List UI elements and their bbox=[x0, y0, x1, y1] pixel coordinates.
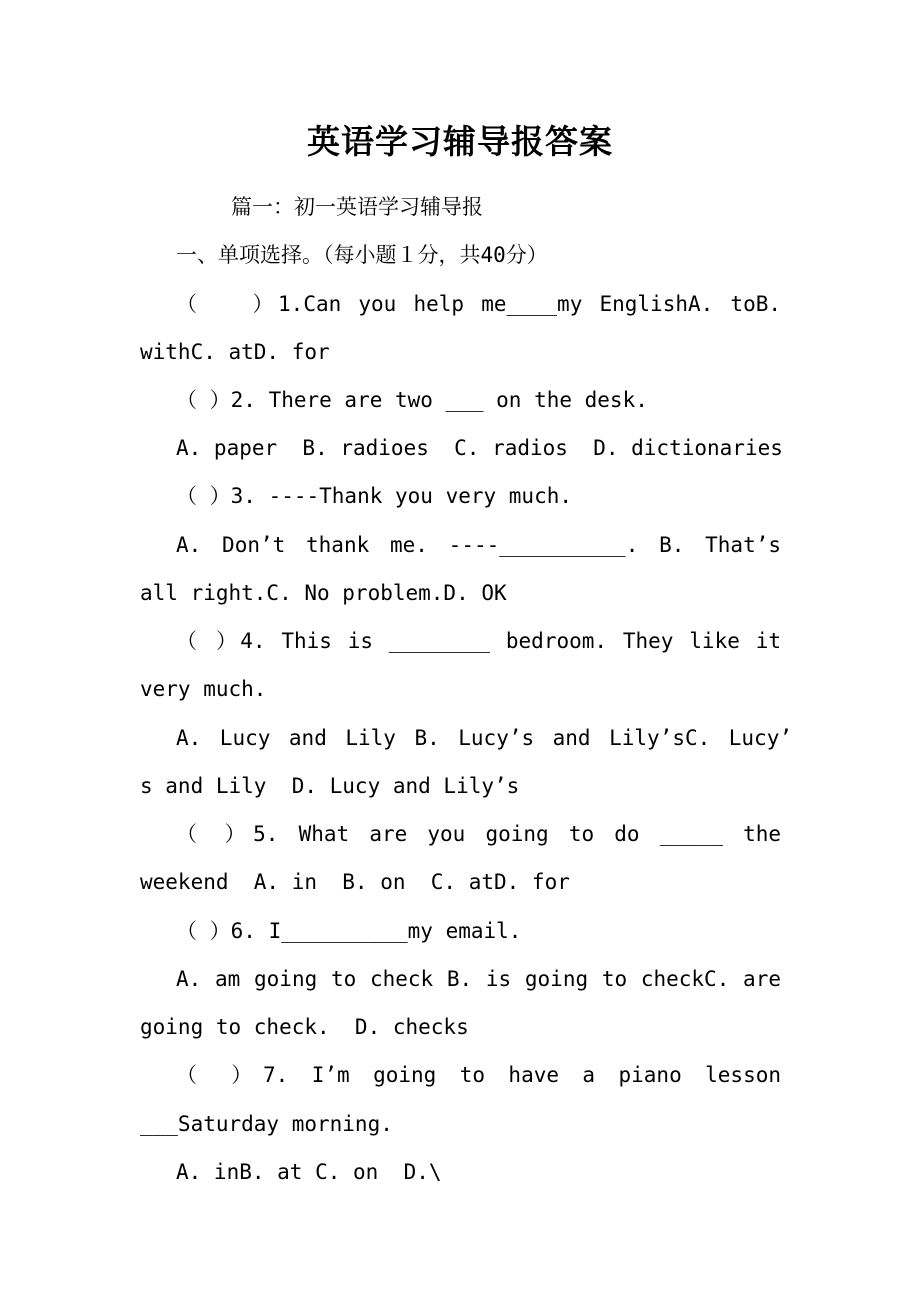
question-3-options: A. Don’t thank me. ----__________. B. That’s bbox=[176, 533, 781, 557]
question-6-options: A. am going to check B. is going to checkC. are bbox=[176, 967, 781, 991]
question-7-line: （ ）7. I’m going to have a piano lesson bbox=[176, 1063, 781, 1087]
question-5-options: weekend A. in B. on C. atD. for bbox=[140, 870, 570, 894]
question-5-line: （ ）5. What are you going to do _____ the bbox=[176, 822, 781, 846]
document-title: 英语学习辅导报答案 bbox=[307, 122, 613, 161]
question-4-options-cont: s and Lily D. Lucy and Lily’s bbox=[140, 774, 520, 798]
question-4-line-cont: very much. bbox=[140, 677, 267, 701]
question-4-line: （ ）4. This is ________ bedroom. They like it bbox=[176, 629, 781, 653]
question-6-line: （ ）6. I__________my email. bbox=[176, 919, 522, 943]
question-3-line: （ ）3. ----Thank you very much. bbox=[176, 484, 573, 508]
question-3-options-cont: all right.C. No problem.D. OK bbox=[140, 581, 507, 605]
question-2-line: （ ）2. There are two ___ on the desk. bbox=[176, 388, 648, 412]
question-1-options: withC. atD. for bbox=[140, 340, 330, 364]
question-4-options: A. Lucy and Lily B. Lucy’s and Lily’sC. Lucy’ bbox=[176, 726, 792, 750]
question-2-options: A. paper B. radioes C. radios D. dictionaries bbox=[176, 436, 783, 460]
section-heading: 一、单项选择。（每小题１分，共40分） bbox=[176, 243, 548, 267]
question-6-options-cont: going to check. D. checks bbox=[140, 1015, 469, 1039]
subtitle: 篇一：初一英语学习辅导报 bbox=[231, 195, 483, 219]
question-1-line: （ ）1.Can you help me____my EnglishA. toB. bbox=[176, 292, 781, 316]
question-7-line-cont: ___Saturday morning. bbox=[140, 1112, 393, 1136]
question-7-options: A. inB. at C. on D.\ bbox=[176, 1160, 442, 1184]
